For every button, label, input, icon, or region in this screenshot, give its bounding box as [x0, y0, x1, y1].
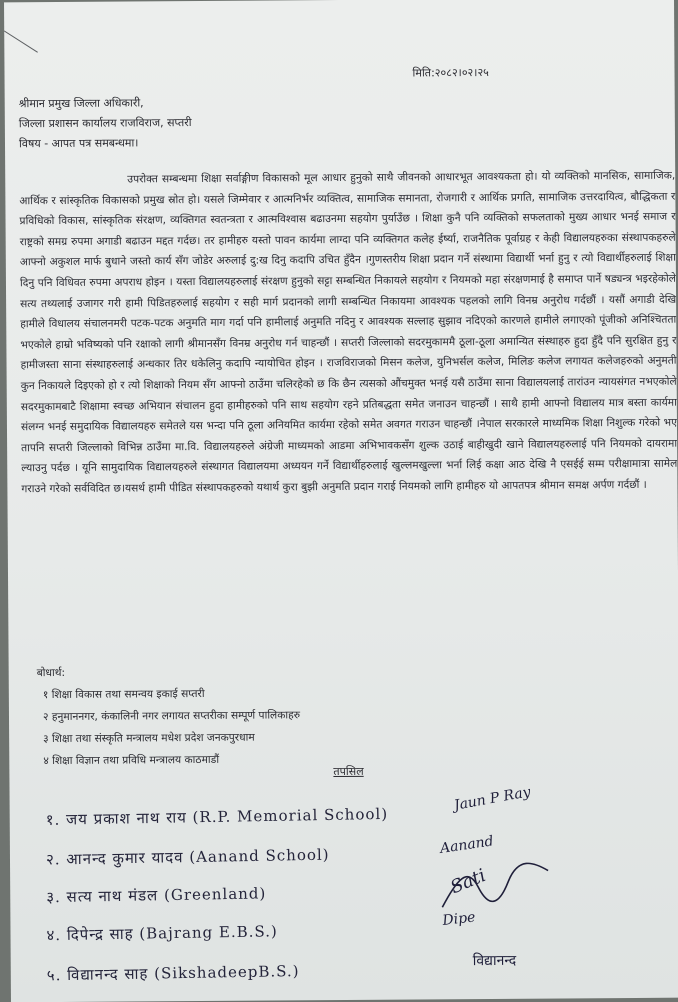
cc-item: १ शिक्षा विकास तथा समन्वय इकाई सप्तरी — [42, 687, 205, 702]
subject-line: विषय - आपत पत्र समबन्धमा। — [18, 136, 139, 151]
signatory-entry: १. जय प्रकाश नाथ राय (R.P. Memorial School) — [45, 804, 389, 829]
handwritten-signature: Sati — [447, 865, 489, 899]
cc-item: २ हनुमाननगर, कंकालिनी नगर लगायत सप्तरीका सम्पूर्ण पालिकाहरु — [42, 709, 301, 724]
cc-block — [37, 660, 301, 772]
addressee-line: श्रीमान प्रमुख जिल्ला अधिकारी, — [18, 96, 144, 111]
cc-item: ४ शिक्षा विज्ञान तथा प्रविधि मन्त्रालय काठमाडौं — [43, 753, 220, 768]
list-heading: तपसिल — [333, 764, 364, 779]
addressee-line: जिल्ला प्रशासन कार्यालय राजविराज, सप्तरी — [18, 116, 192, 131]
signatory-entry: ५. विद्यानन्द साह (SikshadeepB.S.) — [46, 961, 300, 985]
signature-scribble-icon — [438, 856, 558, 917]
letter-body: उपरोक्त सम्बन्धमा शिक्षा सर्वाङ्गीण विकासको मूल आधार हुनुको साथै जीवनको आधारभूत आवश्यकता हो। यो व्यक्तिको मानसिक, सामाजिक, आर्थिक र सांस्कृतिक विकासको प्रमुख स्रोत हो। यसले जिम्मेवार र आत्मनिर्भर व्यक्तित्व, सामाजिक समानता, रोजगारी र आर्थिक प्रगति, सामाजिक उत्तरदायित्व, बौद्धिकता र प्रविधिको विकास, सांस्कृतिक संरक्षण, व्यक्तिगत स्वतन्त्रता र आत्मविश्वास बढाउनमा सहयोग पुर्याउँछ । शिक्षा कुनै पनि व्यक्तिको सफलताको मुख्य आधार भनई समाज र राष्ट्रको समग्र रुपमा अगाडी बढाउन मद्दत गर्दछ। तर हामीहरु यस्तो पावन कार्यमा लाग्दा पनि व्यक्तिगत कलेह ईर्ष्या, राजनैतिक पूर्वाग्रह र केही विद्यालयहरुका संस्थापकहरुले आफ्नो अकुशल मार्फ बुधाने जस्तो कार्य सँग जोडेर अरुलाई दु:ख दिनु कदापि उचित हुँदैन ।गुणस्तरीय शिक्षा प्रदान गर्ने संस्थामा विद्यार्थी भर्ना हुनु र त्यो विद्यार्थीहरुलाई शिक्षा दिनु पनि विधिवत रुपमा अपराध होइन । यस्ता विद्यालयहरुलाई संरक्षण हुनुको सट्टा सम्बन्धित निकायले सहयोग र नियमको महा संरक्षणमाई है समाप्त पार्ने षड्यन्त्र भइरहेकोले सत्य तथ्यलाई उजागर गरी हामी पिडितहरुलाई सहयोग र सही मार्ग प्रदानको लागी सम्बन्धित निकायमा आवश्यक पहलको लागि विनम्र अनुरोध गर्दछौं । यसौं अगाडी देखि हामीले विधालय संचालनमरी पटक-पटक अनुमति माग गर्दा पनि हामीलाई अनुमति नदिनु र आवश्यक सल्लाह सुझाव नदिएको कारणले हामीले लगाएको पूंजीको अनिश्चितता भएकोले हाम्रो भविष्यको पनि रक्षाको लागी श्रीमानसँग विनम्र अनुरोध गर्न चाहन्छौं । सप्तरी जिल्लाको सदरमुकाममै ठूला-ठूला अमान्यित संस्थाहरु हुदा हुँदै पनि सुरक्षित हुनु र हामीजस्ता साना संस्थाहरुलाई अन्धकार तिर धकेलिनु कदापि न्यायोचित होइन । राजविराजको मिसन कलेज, युनिभर्सल कलेज, मिलिङ कलेज लगायत कलेजहरुको अनुमती कुन निकायले दिइएको हो र त्यो शिक्षाको नियम सँग आफ्नो ठाउँमा चलिरहेको छ कि छैन त्यसको औंचमुक्त भनई यसै ठाउँमा साना विद्यालयलाई तारांउन न्यायसंगत नभएकोले सदरमुकामबाटै शिक्षामा स्वच्छ अभियान संचालन हुदा हामीहरुको पनि साथ सहयोग रहने प्रतिबद्धता समेत जनाउन चाहन्छौं । साथै हामी आफ्नो विद्यालय मात्र बस्ता कार्यमा संलग्न भनई समुदायिक विद्यालयहरु समेतले यस भन्दा पनि ठूला अनियमित कार्यमा रहेको समेत अवगत गराउन चाहन्छौं ।नेपाल सरकारले माध्यमिक शिक्षा निशुल्क गरेको भए तापनि सप्तरी जिल्लाको विभिन्न ठाउँमा मा.वि. विद्यालयहरुले अंग्रेजी माध्यमको आडमा अभिभावकसँग शुल्क उठाई बाहीखुदी खाने विद्यालयहरुलाई पनि नियमको दायरामा ल्याउनु पर्दछ । यूनि सामुदायिक विद्यालयहरुले संस्थागत विद्यालयमा अध्ययन गर्ने विद्यार्थीहरुलाई खुल्लमखुल्ला भर्ना लिई कक्षा आठ देखि नै एसईई सम्म परीक्षामात्रा सामेल गराउने गरेको सर्वविदित छ।यसर्थ हामी पीडित संस्थापकहरुको यथार्थ कुरा बुझी अनुमति प्रदान गराई नियमको लागि हामीहरु यो आपतपत्र श्रीमान समक्ष अर्पण गर्दछौं । — [19, 169, 678, 496]
handwritten-signature: Dipe — [441, 909, 477, 929]
signatory-entry: ३. सत्य नाथ मंडल (Greenland) — [46, 884, 267, 907]
cc-item: ३ शिक्षा तथा संस्कृति मन्त्रालय मधेश प्रदेश जनकपुरधाम — [43, 731, 255, 746]
handwritten-signature: विद्यानन्द — [472, 952, 517, 970]
handwritten-signature: Jaun P Ray — [452, 784, 532, 814]
signatory-entry: ४. दिपेन्द्र साह (Bajrang E.B.S.) — [46, 922, 278, 945]
letter-date: मिति:२०८२।०२।२५ — [412, 65, 489, 80]
letter-sheet — [4, 0, 678, 1002]
cc-title: बोधार्थ: — [36, 666, 66, 680]
signatory-entry: २. आनन्द कुमार यादव (Aanand School) — [45, 845, 330, 869]
handwritten-signature: Aanand — [439, 833, 495, 857]
paper-fold-mark — [4, 30, 38, 83]
addressee-block — [19, 93, 192, 154]
